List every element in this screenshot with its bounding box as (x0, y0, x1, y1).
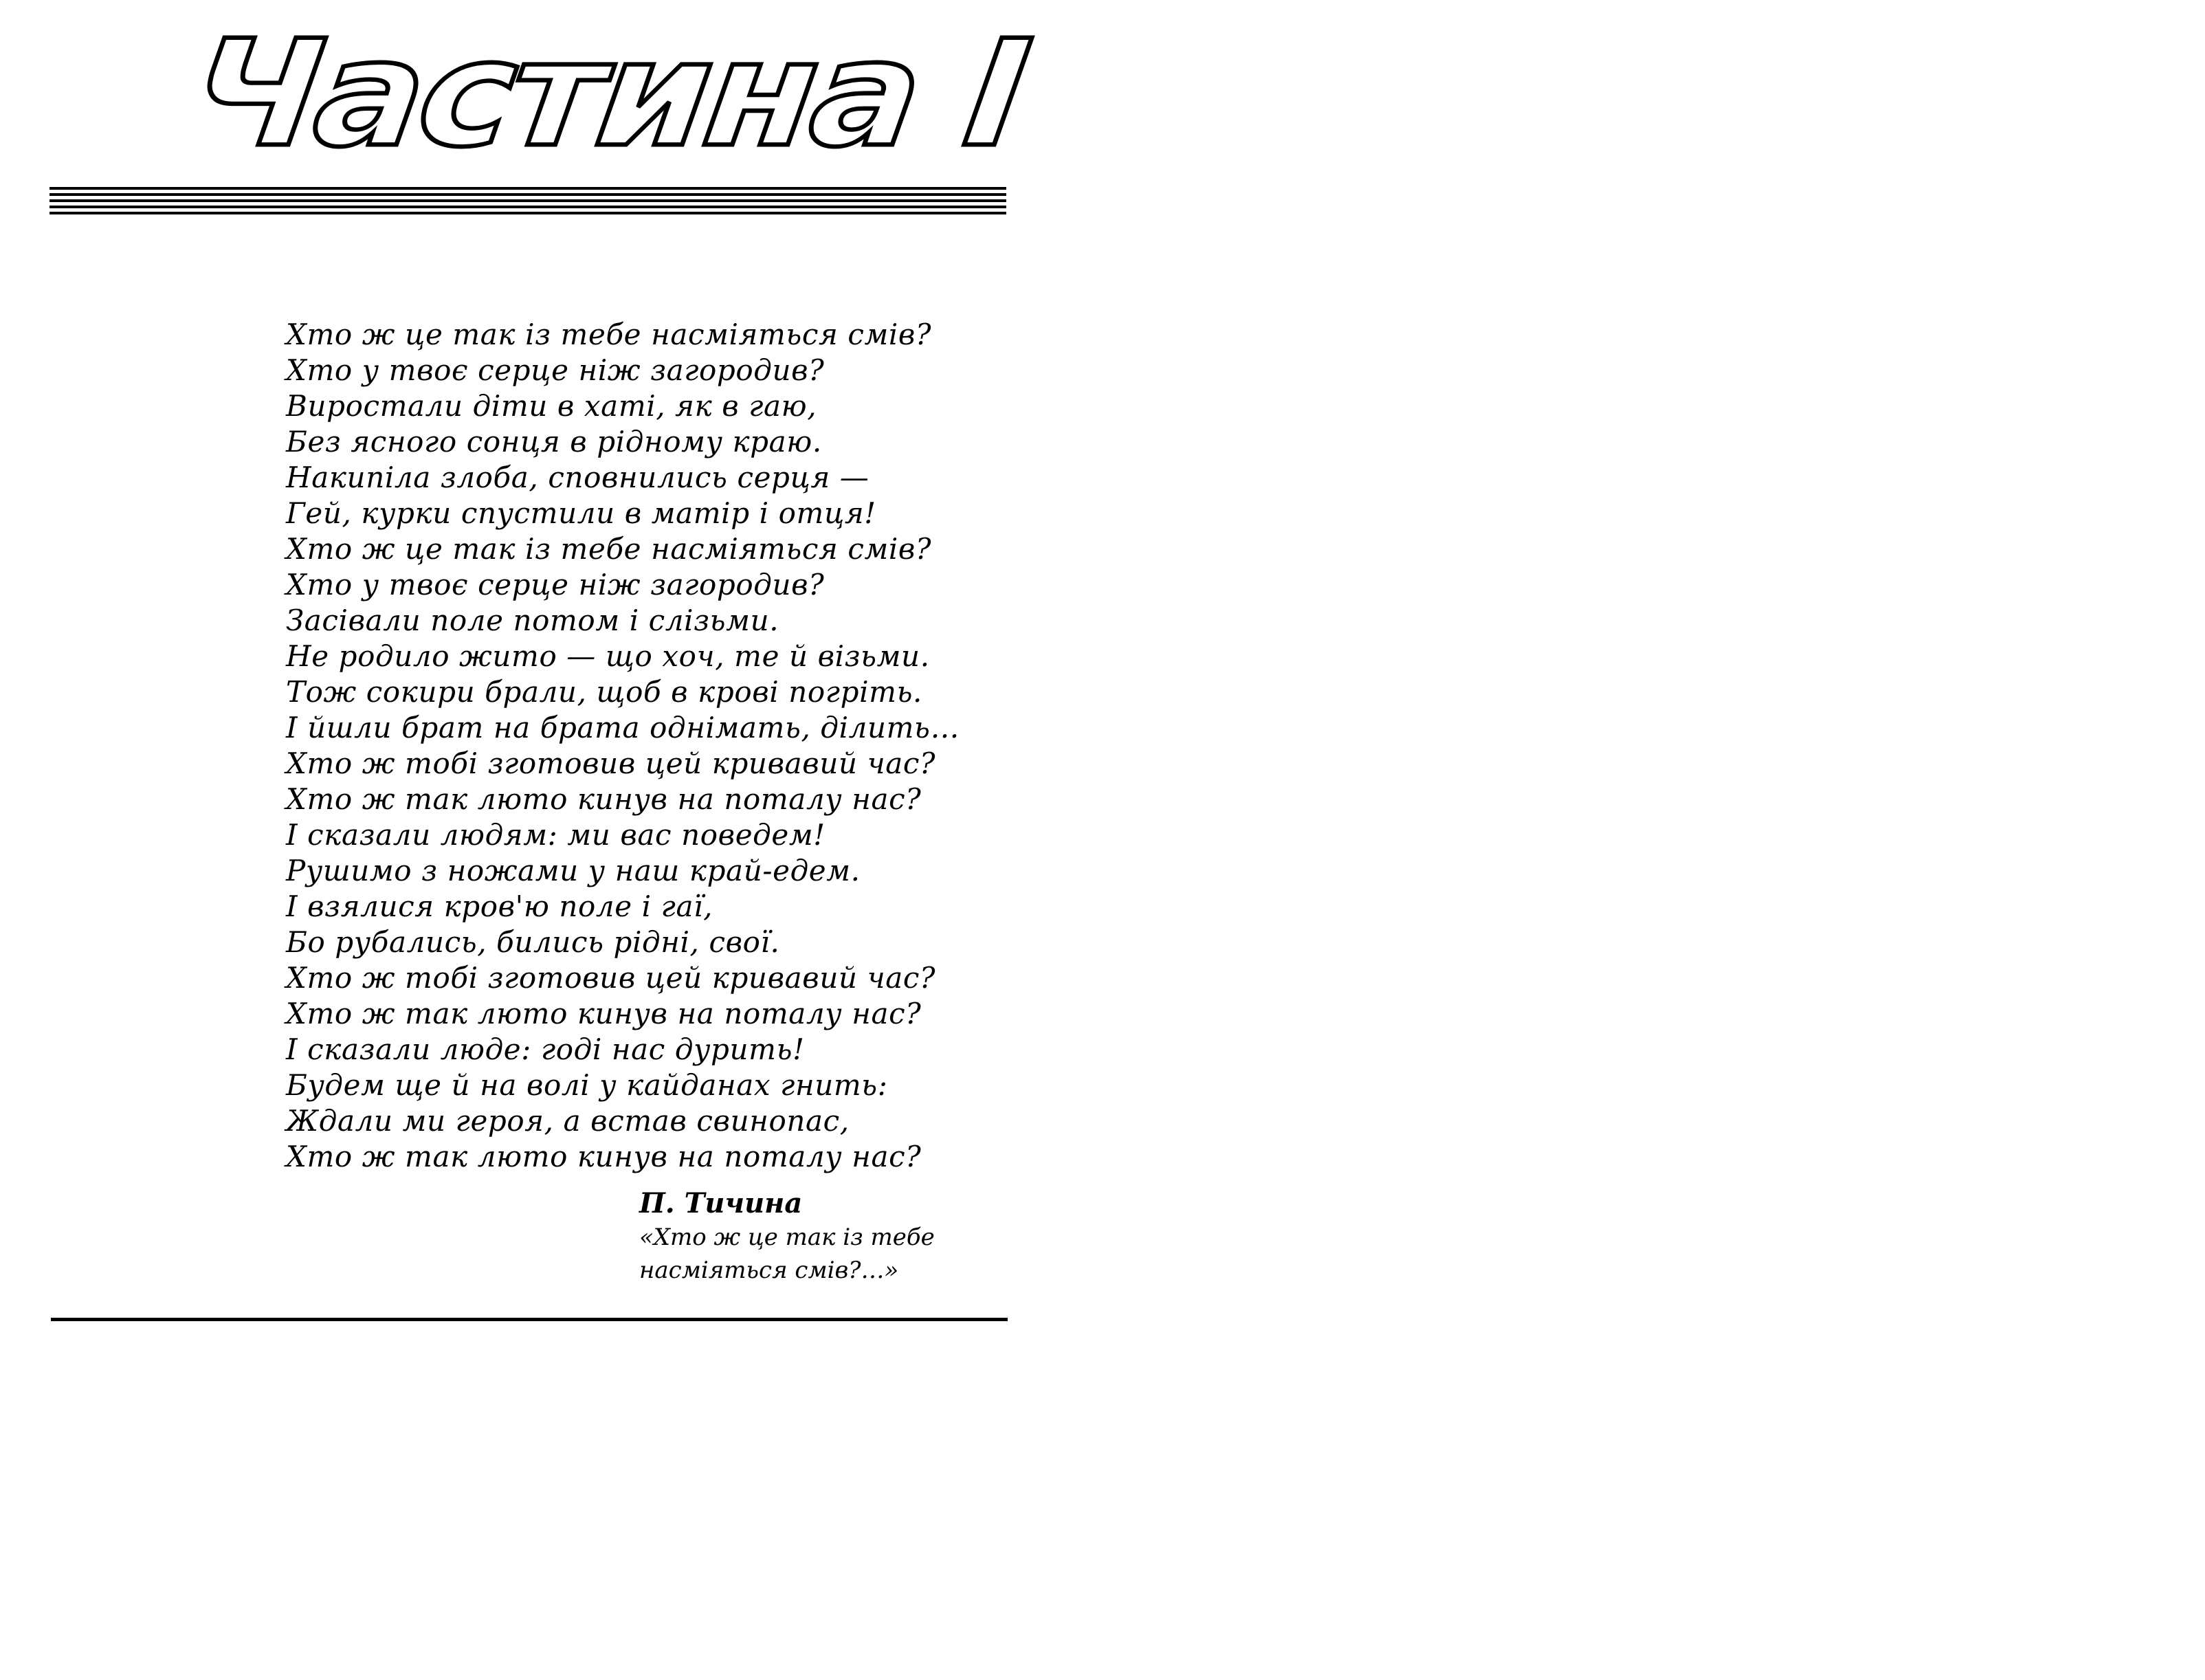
title-underline-rules (49, 187, 1006, 217)
poem-line: Хто ж тобі зготовив цей кривавий час? (286, 747, 936, 780)
poem-line: І взялися кров'ю поле і гаї, (286, 889, 713, 923)
poem-line: І йшли брат на брата однімать, ділить… (286, 711, 960, 744)
rule-line (49, 212, 1006, 214)
poem-line: Тож сокири брали, щоб в крові погріть. (286, 675, 922, 709)
poem-line: Будем ще й на волі у кайданах гнить: (286, 1068, 888, 1102)
poem-source-line: «Хто ж це так із тебе (639, 1224, 935, 1251)
poem-line: Бо рубались, бились рідні, свої. (286, 925, 780, 959)
rule-line (49, 199, 1006, 202)
poem-line: Накипіла злоба, сповнились серця — (286, 461, 869, 494)
poem-line: Хто ж це так із тебе насміяться смів? (286, 532, 932, 566)
rule-line (49, 206, 1006, 208)
poem-line: Хто ж так люто кинув на поталу нас? (286, 782, 922, 816)
poem-attribution (639, 1186, 1010, 1287)
poem-line: І сказали люде: годі нас дурить! (286, 1032, 805, 1066)
poem-line: Без ясного сонця в рідному краю. (286, 425, 822, 458)
poem-line: Хто ж так люто кинув на поталу нас? (286, 1140, 922, 1173)
poem-source-line: насміяться смів?…» (639, 1257, 899, 1284)
part-title: Частина I (180, 8, 1035, 179)
poem-epigraph (286, 317, 1015, 1175)
poem-line: Рушимо з ножами у наш край-едем. (286, 854, 861, 887)
poem-line: Хто у твоє серце ніж загородив? (286, 568, 825, 601)
poem-line: Ждали ми героя, а встав свинопас, (286, 1104, 850, 1138)
bottom-divider (51, 1318, 1008, 1321)
poem-line: Хто у твоє серце ніж загородив? (286, 353, 825, 387)
poem-line: Хто ж це так із тебе насміяться смів? (286, 318, 932, 351)
poem-line: І сказали людям: ми вас поведем! (286, 818, 826, 852)
poem-line: Виростали діти в хаті, як в гаю, (286, 389, 817, 423)
poem-line: Хто ж так люто кинув на поталу нас? (286, 997, 922, 1030)
rule-line (49, 193, 1006, 196)
rule-line (49, 187, 1006, 190)
poem-line: Хто ж тобі зготовив цей кривавий час? (286, 961, 936, 995)
poem-author: П. Тичина (639, 1187, 803, 1219)
poem-line: Гей, курки спустили в матір і отця! (286, 496, 876, 530)
poem-line: Засівали поле потом і слізьми. (286, 604, 779, 637)
poem-line: Не родило жито — що хоч, те й візьми. (286, 639, 930, 673)
